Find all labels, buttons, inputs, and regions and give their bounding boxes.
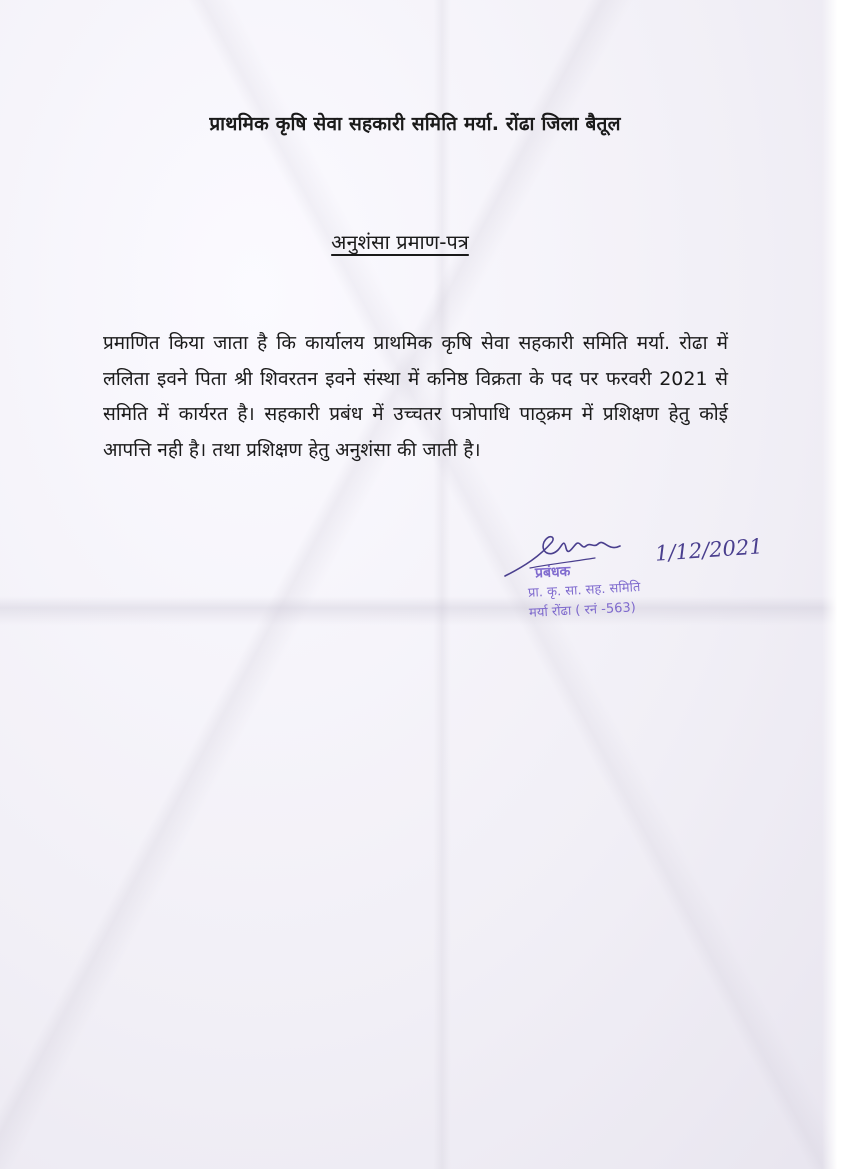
society-header: प्राथमिक कृषि सेवा सहकारी समिति मर्या. रोंढा जिला बैतूल: [209, 113, 621, 135]
stamp-designation: प्रबंधक: [534, 563, 571, 582]
handwritten-date: 1/12/2021: [654, 534, 764, 566]
stamp-society-name: प्रा. कृ. सा. सह. समिति: [527, 580, 641, 601]
certificate-paragraph: प्रमाणित किया जाता है कि कार्यालय प्राथमिक कृषि सेवा सहकारी समिति मर्या. रोढा में ललिता इवने पिता श्री शिवरतन इवने संस्था में कनिष्ठ विक्रता के पद पर फरवरी 2021 से समिति में कार्यरत है। सहकारी प्रबंध में उच्चतर पत्रोपाधि पाठ्क्रम में प्रशिक्षण हेतु कोई आपत्ति नही है। तथा प्रशिक्षण हेतु अनुशंसा की जाती है।: [103, 332, 728, 461]
certificate-title: अनुशंसा प्रमाण-पत्र: [331, 230, 469, 254]
official-stamp: [527, 556, 680, 624]
paper-edge: [822, 0, 850, 1169]
certificate-body: [103, 326, 728, 468]
stamp-registration: मर्या रोंढा ( रनं -563): [528, 600, 637, 621]
